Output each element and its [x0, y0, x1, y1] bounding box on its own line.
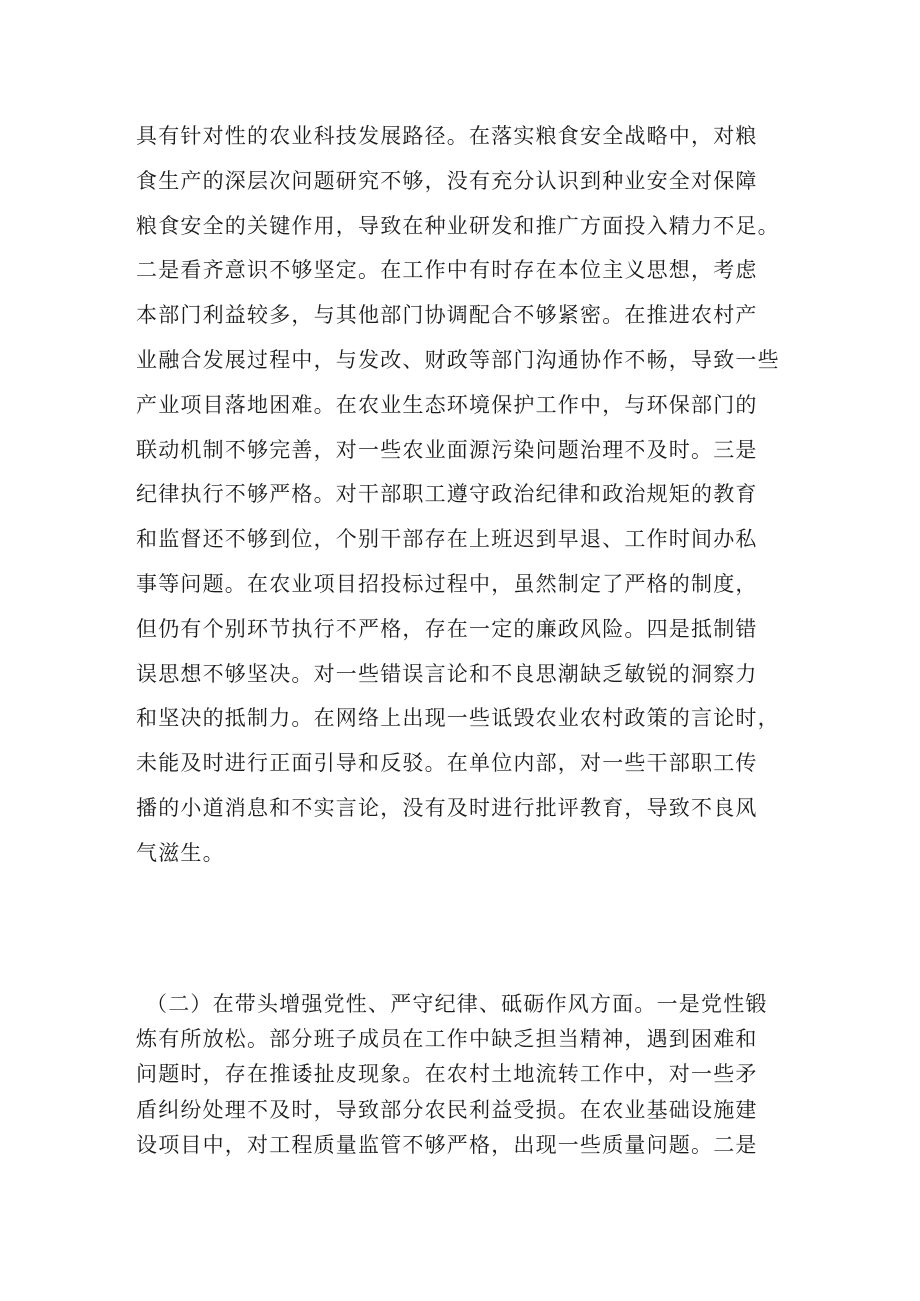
section-heading-line: （二）在带头增强党性、严守纪律、砥砺作风方面。一是党性锻 — [146, 992, 768, 1016]
text-line: 炼有所放松。部分班子成员在工作中缺乏担当精神，遇到困难和 — [136, 1027, 758, 1052]
text-line: 具有针对性的农业科技发展路径。在落实粮食安全战略中，对粮 — [136, 124, 758, 148]
text-line: 本部门利益较多，与其他部门协调配合不够紧密。在推进农村产 — [136, 303, 758, 328]
paragraph-2 — [136, 987, 796, 1163]
text-line: 但仍有个别环节执行不严格，存在一定的廉政风险。四是抵制错 — [136, 616, 758, 641]
text-line: 未能及时进行正面引导和反驳。在单位内部，对一些干部职工传 — [136, 751, 758, 776]
text-line: 播的小道消息和不实言论，没有及时进行批评教育，导致不良风 — [136, 795, 758, 820]
text-line: 联动机制不够完善，对一些农业面源污染问题治理不及时。三是 — [136, 437, 758, 462]
text-line: 食生产的深层次问题研究不够，没有充分认识到种业安全对保障 — [136, 168, 758, 193]
text-line: 事等问题。在农业项目招投标过程中，虽然制定了严格的制度， — [136, 571, 758, 596]
text-line: 和坚决的抵制力。在网络上出现一些诋毁农业农村政策的言论时， — [136, 706, 780, 731]
text-line: 设项目中，对工程质量监管不够严格，出现一些质量问题。二是 — [136, 1132, 758, 1157]
text-line: 二是看齐意识不够坚定。在工作中有时存在本位主义思想，考虑 — [136, 258, 758, 283]
text-line: 和监督还不够到位，个别干部存在上班迟到早退、工作时间办私 — [136, 527, 758, 552]
text-line: 误思想不够坚决。对一些错误言论和不良思潮缺乏敏锐的洞察力 — [136, 661, 758, 686]
text-line: 纪律执行不够严格。对干部职工遵守政治纪律和政治规矩的教育 — [136, 482, 758, 507]
text-line: 产业项目落地困难。在农业生态环境保护工作中，与环保部门的 — [136, 392, 758, 417]
text-line: 问题时，存在推诿扯皮现象。在农村土地流转工作中，对一些矛 — [136, 1062, 758, 1087]
text-line: 盾纠纷处理不及时，导致部分农民利益受损。在农业基础设施建 — [136, 1097, 758, 1122]
text-line: 业融合发展过程中，与发改、财政等部门沟通协作不畅，导致一些 — [136, 347, 780, 372]
paragraph-1 — [136, 114, 796, 876]
text-line: 粮食安全的关键作用，导致在种业研发和推广方面投入精力不足。 — [136, 213, 780, 238]
text-line: 气滋生。 — [136, 840, 225, 865]
